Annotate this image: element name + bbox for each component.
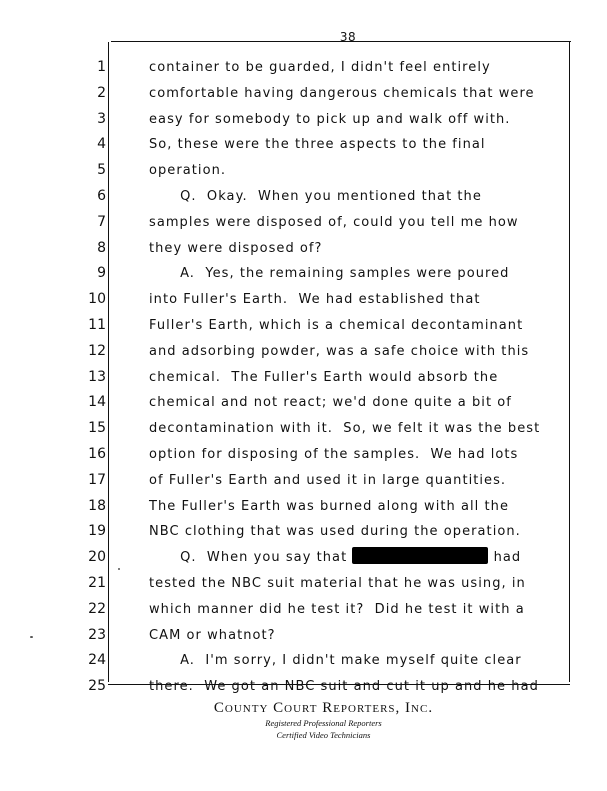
line-number: 3	[97, 110, 106, 127]
line-text: of Fuller's Earth and used it in large quantities.	[149, 472, 507, 488]
line-text: samples were disposed of, could you tell me how	[149, 214, 519, 230]
line-text: comfortable having dangerous chemicals that were	[149, 85, 535, 101]
line-number: 19	[88, 523, 106, 540]
line-number: 15	[88, 420, 106, 437]
line-text: chemical and not react; we'd done quite a bit of	[149, 395, 512, 411]
transcript-line	[0, 339, 607, 365]
page-number: 38	[339, 30, 357, 44]
transcript-line	[0, 210, 607, 236]
line-number: 21	[88, 574, 106, 591]
firm-name: County Court Reporters, Inc.	[213, 700, 434, 716]
line-text: So, these were the three aspects to the final	[149, 137, 486, 153]
line-text: which manner did he test it? Did he test it with a	[149, 601, 525, 617]
top-rule	[111, 41, 571, 42]
line-number: 10	[88, 291, 106, 308]
transcript-line	[0, 390, 607, 416]
transcript-line	[0, 494, 607, 520]
transcript-line	[0, 236, 607, 262]
line-text: option for disposing of the samples. We had lots	[149, 446, 519, 462]
line-number: 16	[88, 445, 106, 462]
transcript-line	[0, 184, 607, 210]
line-number: 18	[88, 497, 106, 514]
line-text: decontamination with it. So, we felt it was the best	[149, 421, 541, 437]
line-text: Fuller's Earth, which is a chemical decontaminant	[149, 317, 524, 333]
transcript-line	[0, 55, 607, 81]
transcript-line	[0, 545, 607, 571]
transcript-line	[0, 261, 607, 287]
transcript-line	[0, 107, 607, 133]
line-text	[149, 545, 521, 571]
line-number: 12	[88, 342, 106, 359]
line-number: 1	[97, 59, 106, 75]
transcript-line	[0, 132, 607, 158]
line-text: NBC clothing that was used during the operation.	[149, 524, 521, 540]
line-number: 5	[97, 162, 106, 179]
line-text: into Fuller's Earth. We had established that	[149, 292, 481, 308]
transcript-line	[0, 623, 607, 649]
line-number: 24	[88, 652, 106, 669]
transcript-line	[0, 81, 607, 107]
line-text: A. Yes, the remaining samples were poured	[149, 266, 510, 282]
transcript-line	[0, 442, 607, 468]
line-number: 9	[97, 265, 106, 282]
transcript-line	[0, 158, 607, 184]
line-number: 14	[88, 394, 106, 411]
line-number: 23	[88, 626, 106, 643]
line-text: chemical. The Fuller's Earth would absorb the	[149, 369, 499, 385]
transcript-line	[0, 674, 607, 700]
line-number: 25	[88, 678, 106, 695]
line-number: 13	[88, 368, 106, 385]
line-text: tested the NBC suit material that he was using, in	[149, 575, 526, 591]
reporter-footer	[0, 700, 607, 741]
redaction-block	[352, 547, 488, 564]
line-text-before-redaction: Q. When you say that	[149, 550, 353, 566]
transcript-line	[0, 519, 607, 545]
line-text: The Fuller's Earth was burned along with all the	[149, 498, 510, 514]
line-text: operation.	[149, 163, 227, 179]
transcript-line	[0, 313, 607, 339]
line-text: Q. Okay. When you mentioned that the	[149, 188, 482, 204]
line-number: 17	[88, 471, 106, 488]
line-number: 11	[88, 316, 106, 333]
transcript-line	[0, 648, 607, 674]
line-number: 7	[97, 213, 106, 230]
transcript-lines	[0, 55, 607, 700]
transcript-line	[0, 287, 607, 313]
firm-tagline-reporters: Registered Professional Reporters	[265, 718, 382, 728]
transcript-line	[0, 365, 607, 391]
transcript-line	[0, 468, 607, 494]
line-number: 20	[88, 549, 106, 566]
transcript-line	[0, 571, 607, 597]
line-number: 6	[97, 187, 106, 204]
transcript-line	[0, 416, 607, 442]
line-number: 22	[88, 600, 106, 617]
line-text: they were disposed of?	[149, 240, 323, 256]
line-text: container to be guarded, I didn't feel entirely	[149, 60, 491, 75]
line-text-after-redaction: had	[488, 550, 522, 566]
line-text: easy for somebody to pick up and walk off with.	[149, 111, 511, 127]
line-text: and adsorbing powder, was a safe choice with this	[149, 343, 530, 359]
line-text: there. We got an NBC suit and cut it up and he had	[149, 679, 539, 695]
line-text: CAM or whatnot?	[149, 627, 276, 643]
line-number: 4	[97, 136, 106, 153]
line-text: A. I'm sorry, I didn't make myself quite clear	[149, 653, 522, 669]
line-number: 2	[97, 84, 106, 101]
firm-tagline-video: Certified Video Technicians	[276, 730, 371, 740]
line-number: 8	[97, 239, 106, 256]
transcript-line	[0, 597, 607, 623]
